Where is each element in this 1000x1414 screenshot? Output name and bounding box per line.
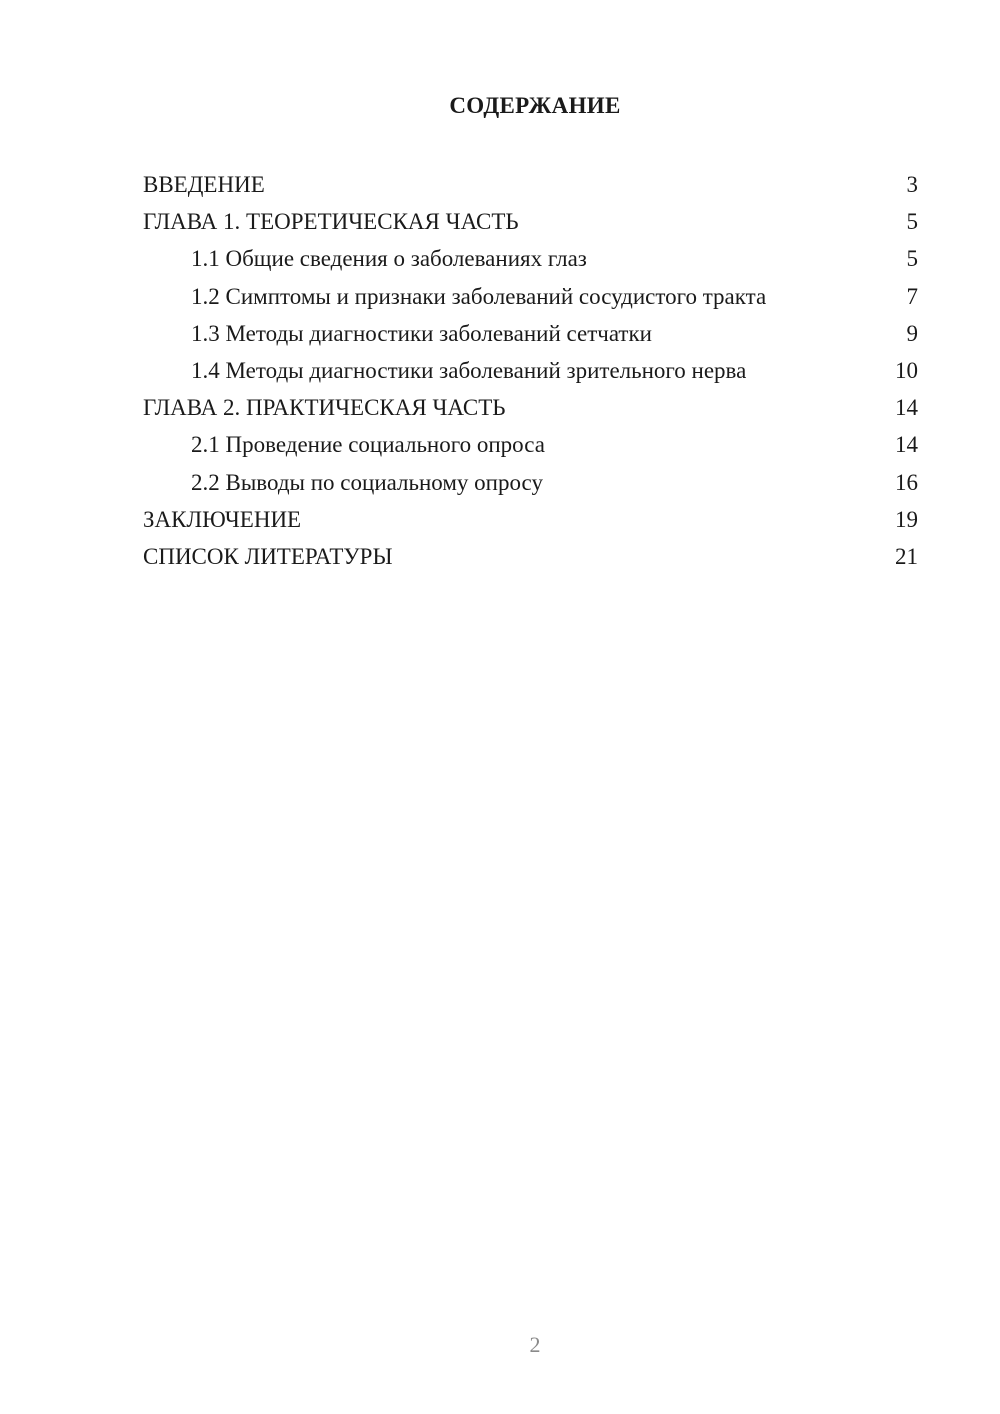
toc-entry-label: ГЛАВА 2. ПРАКТИЧЕСКАЯ ЧАСТЬ	[143, 395, 506, 421]
toc-entry-page: 19	[895, 506, 918, 532]
toc-entry-label: 1.4 Методы диагностики заболеваний зрительного нерва	[191, 357, 747, 383]
toc-entry-label: 1.3 Методы диагностики заболеваний сетчатки	[191, 320, 652, 346]
toc-entry-introduction[interactable]	[143, 166, 918, 203]
toc-entry-chapter-1[interactable]	[143, 203, 918, 240]
toc-entry-page: 14	[895, 432, 918, 458]
toc-entry-section-1-4[interactable]	[143, 352, 918, 389]
toc-entry-label: 2.1 Проведение социального опроса	[191, 432, 545, 458]
toc-entry-page: 3	[906, 172, 918, 197]
toc-entry-page: 14	[895, 395, 918, 421]
toc-entry-page: 5	[906, 209, 918, 235]
page-number: 2	[529, 1332, 541, 1357]
toc-entry-label: СПИСОК ЛИТЕРАТУРЫ	[143, 543, 393, 569]
toc-entry-section-2-2[interactable]	[143, 464, 918, 501]
toc-entry-conclusion[interactable]	[143, 501, 918, 538]
toc-entry-section-1-2[interactable]	[143, 278, 918, 315]
toc-entry-section-1-1[interactable]	[143, 240, 918, 277]
toc-entry-label: ЗАКЛЮЧЕНИЕ	[143, 506, 302, 532]
toc-entry-page: 7	[906, 283, 918, 309]
toc-entry-page: 9	[906, 320, 918, 346]
table-of-contents	[143, 166, 918, 575]
toc-entry-references[interactable]	[143, 538, 918, 575]
page-title: СОДЕРЖАНИЕ	[449, 93, 621, 118]
toc-entry-label: 2.2 Выводы по социальному опросу	[191, 469, 543, 495]
toc-entry-label: ВВЕДЕНИЕ	[143, 172, 265, 197]
toc-entry-label: 1.2 Симптомы и признаки заболеваний сосудистого тракта	[191, 283, 767, 309]
toc-entry-page: 5	[906, 246, 918, 272]
toc-entry-page: 16	[895, 469, 918, 495]
toc-entry-label: ГЛАВА 1. ТЕОРЕТИЧЕСКАЯ ЧАСТЬ	[143, 209, 519, 235]
toc-entry-section-1-3[interactable]	[143, 315, 918, 352]
toc-entry-label: 1.1 Общие сведения о заболеваниях глаз	[191, 246, 587, 272]
toc-entry-page: 21	[895, 543, 918, 569]
toc-entry-page: 10	[895, 357, 918, 383]
toc-entry-chapter-2[interactable]	[143, 389, 918, 426]
toc-entry-section-2-1[interactable]	[143, 426, 918, 463]
